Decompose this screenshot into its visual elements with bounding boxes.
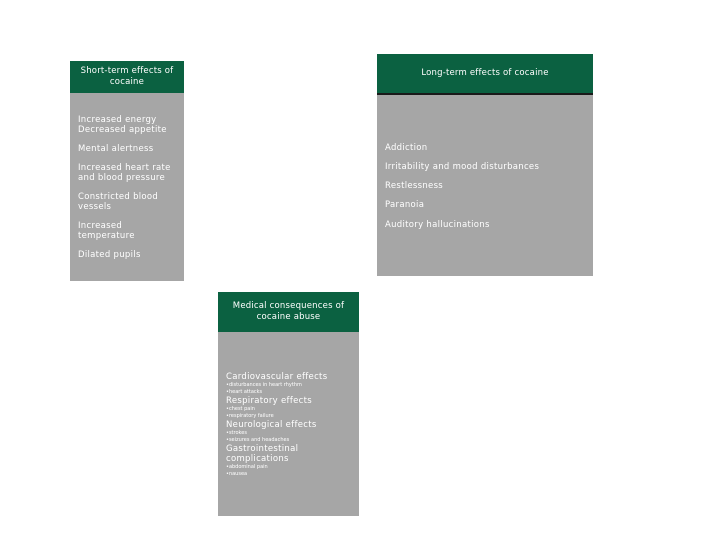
medical-consequences-title: Medical consequences of cocaine abuse — [218, 292, 359, 332]
medical-section-detail: •nausea — [226, 470, 248, 477]
long-term-panel — [377, 54, 593, 276]
long-term-title: Long-term effects of cocaine — [377, 54, 593, 95]
short-term-item: Increased temperature — [78, 221, 135, 241]
long-term-item: Restlessness — [385, 181, 444, 191]
short-term-item: Dilated pupils — [78, 250, 141, 260]
medical-section-detail: •abdominal pain — [226, 464, 268, 470]
medical-section-detail: •chest pain — [226, 406, 255, 412]
medical-section-neurological — [226, 420, 354, 443]
medical-section-cardiovascular — [226, 372, 354, 395]
long-term-item: Addiction — [385, 143, 428, 153]
medical-section-title: Gastrointestinal complications — [226, 444, 299, 464]
short-term-item: Increased heart rate and blood pressure — [78, 163, 171, 183]
long-term-item: Paranoia — [385, 200, 425, 210]
medical-section-detail: •seizures and headaches — [226, 436, 290, 443]
short-term-title: Short-term effects of cocaine — [70, 61, 184, 93]
short-term-item: Constricted blood vessels — [78, 192, 159, 212]
medical-section-title: Cardiovascular effects — [226, 372, 328, 382]
short-term-item: Mental alertness — [78, 144, 154, 154]
medical-consequences-panel — [218, 292, 359, 516]
short-term-item: Increased energy Decreased appetite — [78, 115, 167, 135]
medical-section-respiratory — [226, 396, 354, 419]
long-term-item: Auditory hallucinations — [385, 220, 490, 230]
medical-section-gastrointestinal — [226, 444, 314, 477]
long-term-item: Irritability and mood disturbances — [385, 162, 540, 172]
medical-section-title: Respiratory effects — [226, 396, 312, 406]
medical-section-detail: •disturbances in heart rhythm — [226, 382, 302, 388]
medical-section-detail: •respiratory failure — [226, 412, 274, 419]
medical-section-title: Neurological effects — [226, 420, 317, 430]
medical-section-detail: •heart attacks — [226, 388, 263, 395]
short-term-panel — [70, 61, 184, 281]
medical-section-detail: •strokes — [226, 430, 247, 436]
